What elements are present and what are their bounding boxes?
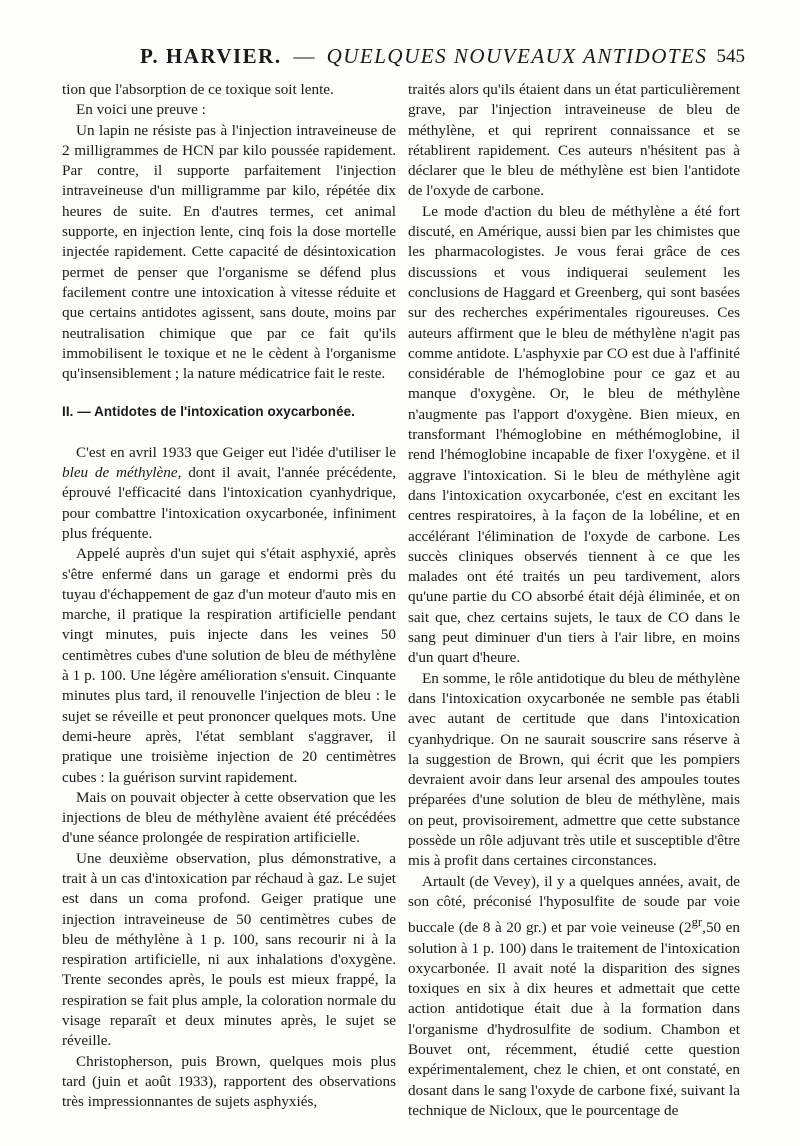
paragraph [62, 443, 396, 544]
page-number: 545 [716, 46, 745, 67]
text-run: , dont il avait, l'année précédente, éprouvé l'efficacité dans l'intoxication cyanhydrique, pour combattre l'intoxication oxycarbonée, infiniment plus fréquente. [62, 464, 396, 542]
paragraph: Mais on pouvait objecter à cette observation que les injections de bleu de méthylène avaient été précédées d'une séance prolongée de respiration artificielle. [62, 788, 396, 847]
paragraph: Le mode d'action du bleu de méthylène a été fort discuté, en Amérique, aussi bien par les chimistes que les pharmacologistes. Je vous ferai grâce de ces discussions et vous indiquerai seulement les conclusions de Haggard et Greenberg, qui sont basées sur des recherches expérimentales rigoureuses. Ces auteurs affirment que le bleu de méthylène n'agit pas comme antidote. L'asphyxie par CO est due à l'affinité considérable de l'hémoglobine pour ce gaz et au manque d'oxygène. Or, le bleu de méthylène n'augmente pas l'apport d'oxygène. Bien mieux, en transformant l'hémoglobine en méthémoglobine, il rend l'hémoglobine incapable de fixer l'oxygène. et il aggrave l'intoxication. Si le bleu de méthylène agit dans l'intoxication oxycarbonée, c'est en excitant les centres respiratoires, à la façon de la lobéline, et en accélérant l'élimination de l'oxyde de carbone. Les succès cliniques observés tiennent à ce que les malades ont été traités un peu tardivement, alors qu'une partie du CO absorbé était déjà éliminée, et on sait que, chez certains sujets, le taux de CO dans le sang peut diminuer d'un tiers à l'air libre, en moins d'un quart d'heure. [408, 202, 740, 667]
paragraph: Christopherson, puis Brown, quelques mois plus tard (juin et août 1933), rapportent des observations très impressionnantes de sujets asphyxiés, [62, 1052, 396, 1111]
text-run: Artault (de Vevey), il y a quelques années, avait, de son côté, préconisé l'hyposulfite de soude par voie buccale (de 8 à 20 gr.) et par voie veineuse (2 [408, 872, 740, 937]
text-run: ,50 en solution à 1 p. 100) dans le traitement de l'intoxication oxycarbonée. Il avait noté la disparition des signes toxiques en six à dix heures et admettait que cette action antidotique était due à la formation dans l'organisme d'hydrosulfite de sodium. Chambon et Bouvet ont, récemment, étudié cette question expérimentalement, chez le chien, et ont constaté, en dosant dans le sang l'oxyde de carbone fixé, suivant la technique de Nicloux, que le pourcentage de [408, 919, 740, 1119]
section-heading: II. — Antidotes de l'intoxication oxycarbonée. [62, 404, 356, 420]
running-header [60, 44, 745, 74]
text-run: C'est en avril 1933 que Geiger eut l'idée d'utiliser le [76, 443, 396, 461]
emphasis-text: bleu de méthylène [62, 464, 178, 482]
right-column [408, 80, 740, 1121]
header-author: P. HARVIER. [140, 44, 282, 68]
header-work-title: QUELQUES NOUVEAUX ANTIDOTES [326, 44, 708, 68]
paragraph [408, 872, 740, 1122]
left-column [62, 80, 396, 1113]
paragraph: Appelé auprès d'un sujet qui s'était asphyxié, après s'être enfermé dans un garage et endormi près du tuyau d'échappement de gaz d'un moteur d'auto mis en marche, il pratique la respiration artificielle pendant vingt minutes, puis injecte dans les veines 50 centimètres cubes d'une solution de bleu de méthylène à 1 p. 100. Une légère amélioration s'ensuit. Cinquante minutes plus tard, il renouvelle l'injection de bleu : le sujet se réveille et peut prononcer quelques mots. Une demi-heure après, l'état semblant s'aggraver, il pratique une troisième injection de 20 centimètres cubes : la guérison survint rapidement. [62, 545, 396, 786]
superscript-unit: gr [691, 915, 703, 930]
paragraph: En voici une preuve : [76, 101, 206, 119]
paragraph: Une deuxième observation, plus démonstrative, a trait à un cas d'intoxication par réchaud à gaz. Le sujet est dans un coma profond. Geiger pratique une injection intraveineuse de 50 centimètres cubes de bleu de méthylène à 1 p. 100, sans recourir ni à la respiration artificielle, ni aux inhalations d'oxygène. Trente secondes après, le pouls est mieux frappé, la respiration se fait plus ample, la coloration normale du visage reparaît et deux minutes après, le sujet se réveille. [62, 849, 396, 1050]
paragraph-continued: traités alors qu'ils étaient dans un état particulièrement grave, par l'injection intraveineuse de bleu de méthylène, et qui reprirent connaissance et se rétablirent rapidement. Ces auteurs n'hésitent pas à déclarer que le bleu de méthylène est bien l'antidote de l'oxyde de carbone. [408, 81, 740, 200]
paragraph-continued: tion que l'absorption de ce toxique soit lente. [62, 81, 334, 98]
paragraph: En somme, le rôle antidotique du bleu de méthylène dans l'intoxication oxycarbonée ne semble pas établi avec autant de certitude que dans l'intoxication cyanhydrique. On ne saurait souscrire sans réserve à la suggestion de Brown, qui écrit que les pompiers devraient avoir dans leur arsenal des ampoules toutes préparées d'une solution de bleu de méthylène, mais on peut, provisoirement, admettre que cette substance possède un rôle adjuvant très utile et susceptible d'être mis à profit dans certaines circonstances. [408, 669, 740, 870]
paragraph: Un lapin ne résiste pas à l'injection intraveineuse de 2 milligrammes de HCN par kilo poussée rapidement. Par contre, il supporte parfaitement l'injection intraveineuse d'un milligramme par kilo, répétée dix heures de suite. En d'autres termes, cet animal supporte, en injection lente, cinq fois la dose mortelle injectée rapidement. Cette capacité de désintoxication permet de penser que l'organisme se défend plus facilement contre une intoxication à vitesse réduite et que certains antidotes agissent, sans doute, moins par neutralisation chimique que par ce fait qu'ils immobilisent le toxique et ne le cèdent à l'organisme qu'insensiblement ; la nature médicatrice fait le reste. [62, 121, 396, 383]
header-separator: — [293, 44, 315, 68]
running-title [140, 44, 707, 69]
